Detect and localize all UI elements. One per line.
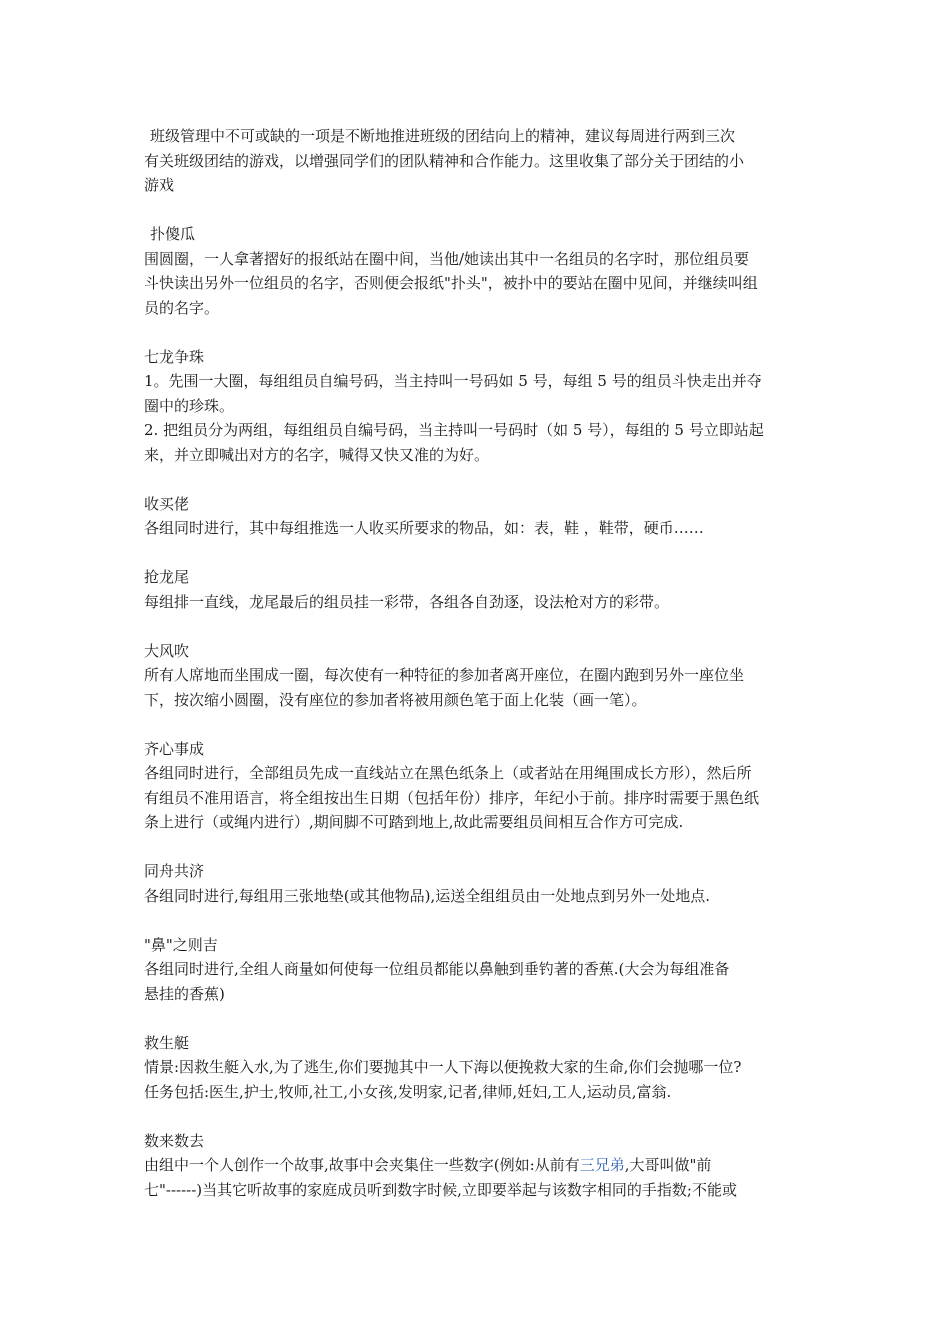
- intro-paragraph: [144, 124, 810, 198]
- text-segment: ,大哥叫做"前: [624, 1156, 712, 1174]
- game-text-line: [144, 1153, 810, 1178]
- game-sections: [144, 222, 810, 1104]
- game-text-line: 条上进行（或绳内进行）,期间脚不可踏到地上,故此需要组员间相互合作方可完成.: [144, 813, 684, 831]
- game-text-line: 七"------)当其它听故事的家庭成员听到数字时候,立即要举起与该数字相同的手指数;不能或: [144, 1180, 737, 1199]
- game-text-line: 情景:因救生艇入水,为了逃生,你们要抛其中一人下海以便挽救大家的生命,你们会抛哪一位?: [144, 1058, 742, 1076]
- game-text-line: 围圆圈，一人拿著摺好的报纸站在圈中间，当他/她读出其中一名组员的名字时，那位组员要: [144, 249, 750, 268]
- game-text-line: 斗快读出另外一位组员的名字，否则便会报纸"扑头"，被扑中的要站在圈中见间，并继续叫组: [144, 274, 758, 292]
- text-segment: 由组中一个人创作一个故事,故事中会夹集住一些数字(例如:从前有: [144, 1156, 580, 1174]
- intro-line: 游戏: [144, 176, 175, 194]
- game-text-line: 2. 把组员分为两组，每组组员自编号码，当主持叫一号码时（如 5 号），每组的 5 号立即站起: [144, 421, 764, 439]
- game-text-line: 圈中的珍珠。: [144, 396, 235, 415]
- game-text-line: 每组排一直线，龙尾最后的组员挂一彩带，各组各自劲逐，设法枪对方的彩带。: [144, 592, 670, 611]
- game-section: [144, 639, 810, 713]
- game-text-line: 1。先围一大圈，每组组员自编号码，当主持叫一号码如 5 号，每组 5 号的组员斗快走出并夺: [144, 372, 762, 390]
- document-body: [144, 124, 810, 1227]
- intro-line: 班级管理中不可或缺的一项是不断地推进班级的团结向上的精神，建议每周进行两到三次: [150, 127, 736, 145]
- game-text-line: 悬挂的香蕉): [144, 984, 225, 1003]
- game-text-line: 有组员不准用语言，将全组按出生日期（包括年份）排序，年纪小于前。排序时需要于黑色纸: [144, 788, 760, 807]
- game-title: 救生艇: [144, 1033, 190, 1052]
- game-text-line: 所有人席地而坐围成一圈，每次使有一种特征的参加者离开座位，在圈内跑到另外一座位坐: [144, 666, 745, 684]
- game-title: 抢龙尾: [144, 568, 190, 586]
- game-text-line: 各组同时进行，其中每组推选一人收买所要求的物品，如：表，鞋 ，鞋带，硬币……: [144, 519, 704, 537]
- game-text-line: 各组同时进行，全部组员先成一直线站立在黑色纸条上（或者站在用绳围成长方形），然后所: [144, 764, 752, 782]
- game-section: [144, 737, 810, 835]
- game-section: [144, 1129, 810, 1203]
- game-section: [144, 345, 810, 468]
- game-title: "鼻"之则吉: [144, 935, 218, 954]
- link-three-brothers[interactable]: 三兄弟: [579, 1156, 625, 1174]
- game-title: 扑傻瓜: [150, 225, 196, 243]
- game-text-line: 各组同时进行,每组用三张地垫(或其他物品),运送全组组员由一处地点到另外一处地点.: [144, 886, 711, 905]
- game-text-line: 来，并立即喊出对方的名字，喊得又快又准的为好。: [144, 445, 490, 464]
- game-title: 齐心事成: [144, 739, 205, 758]
- game-section: [144, 1031, 810, 1105]
- intro-line: 有关班级团结的游戏，以增强同学们的团队精神和合作能力。这里收集了部分关于团结的小: [144, 151, 745, 170]
- game-section: [144, 933, 810, 1007]
- game-text-line: 员的名字。: [144, 298, 220, 317]
- game-text-line: 各组同时进行,全组人商量如何使每一位组员都能以鼻触到垂钓著的香蕉.(大会为每组准备: [144, 960, 730, 978]
- game-title: 大风吹: [144, 641, 190, 660]
- game-title: 同舟共济: [144, 862, 205, 880]
- game-section: [144, 859, 810, 908]
- game-section: [144, 222, 810, 320]
- game-title: 收买佬: [144, 494, 190, 513]
- game-text-line: 任务包括:医生,护士,牧师,社工,小女孩,发明家,记者,律师,妊妇,工人,运动员,富翁.: [144, 1082, 672, 1101]
- game-section: [144, 492, 810, 541]
- game-text-line: 下，按次缩小圆圈，没有座位的参加者将被用颜色笔于面上化装（画一笔）。: [144, 690, 647, 709]
- game-section: [144, 565, 810, 614]
- game-title: 数来数去: [144, 1131, 205, 1150]
- game-title: 七龙争珠: [144, 347, 205, 366]
